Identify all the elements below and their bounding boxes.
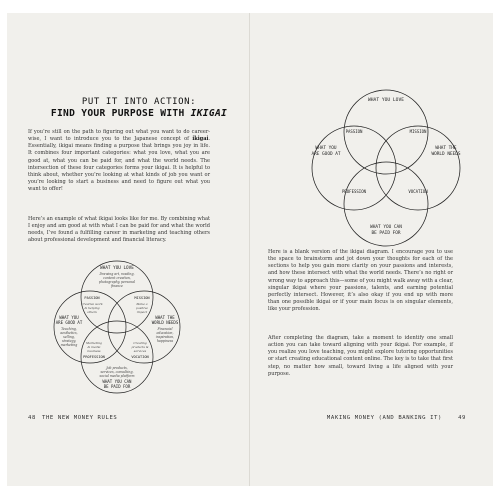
blank-circle-good-at <box>312 126 396 210</box>
passion-detail-2: & helping <box>84 306 100 310</box>
vocation-detail-1: Creating <box>133 341 147 345</box>
intro-term: ikigai <box>192 136 209 143</box>
love-title: WHAT YOU LOVE <box>100 266 134 271</box>
world-detail-3: inspiration, <box>155 335 175 339</box>
good-detail-5: marketing <box>60 343 78 347</box>
passion-detail-1: Creative work <box>81 302 103 306</box>
world-detail-2: education, <box>156 331 174 335</box>
mission-detail-2: positive <box>136 306 148 310</box>
example-paragraph: Here’s an example of what ikigai looks like for me. By combining what I enjoy and am good at with what I can be paid for and what the world needs, I’ve found a fulfilling career in marketing and teaching others about professional development and financial literacy. <box>28 216 210 244</box>
profession-label: PROFESSION <box>83 355 105 359</box>
intro-text-a: If you’re still on the path to figuring out what you want to do career-wise, I want to introduce you to the Japanese concept of <box>28 129 210 143</box>
world-detail-4: happiness <box>156 339 174 343</box>
vocation-label: VOCATION <box>131 355 149 359</box>
good-title-1: WHAT YOU <box>59 315 79 320</box>
ikigai-blank-diagram <box>306 86 466 254</box>
love-detail-2: content creation, <box>103 276 131 280</box>
right-page-number: 49 <box>458 415 466 421</box>
section-subheading <box>28 108 250 119</box>
love-detail-4: finance <box>111 284 123 288</box>
blank-profession-label: PROFESSION <box>341 189 367 194</box>
action-paragraph: After completing the diagram, take a moment to identify one small action you can take toward aligning with your ikigai. For example, if you realize you love teaching, you might explore tutoring opportunities or start creating educational content online. The key is to take that first step, no matter how small, toward living a life aligned with your purpose. <box>268 335 453 377</box>
intro-paragraph <box>28 129 210 193</box>
intro-text-b: . Essentially, ikigai means finding a purpose that brings you joy in life. It combines four important categories: what you love, what you are good at, what you can be paid for, and what the world needs. The intersection of these four categories forms your ikigai. It is helpful to think about, whether you’re looking at what kinds of job you want or you’re looking to start a business and need to figure out what you want to offer! <box>28 136 210 193</box>
good-detail-3: selling, <box>63 335 75 339</box>
world-title-1: WHAT THE <box>155 315 175 320</box>
vocation-detail-2: products & <box>131 345 149 349</box>
love-detail-1: Drawing art, reading, <box>99 272 135 276</box>
mission-label: MISSION <box>134 296 150 300</box>
profession-detail-3: business <box>87 349 101 353</box>
profession-detail-1: Marketing <box>86 341 102 345</box>
blank-mission-label: MISSION <box>409 129 427 134</box>
blank-paid-title-2: BE PAID FOR <box>371 231 401 236</box>
good-title-2: ARE GOOD AT <box>55 320 83 325</box>
vocation-detail-3: services <box>133 349 147 353</box>
blank-good-title-1: WHAT YOU <box>315 146 337 151</box>
blank-world-title-2: WORLD NEEDS <box>431 152 461 157</box>
ikigai-example-diagram <box>52 259 182 397</box>
passion-detail-3: others <box>87 310 97 314</box>
paid-detail-3: social media platform <box>99 374 135 378</box>
blank-paid-title-1: WHAT YOU CAN <box>370 225 402 230</box>
paid-title-2: BE PAID FOR <box>103 384 131 389</box>
subheading-emphasis: IKIGAI <box>190 108 228 119</box>
left-page-number: 48 <box>28 415 36 421</box>
passion-label: PASSION <box>84 296 100 300</box>
book-gutter <box>249 13 250 486</box>
blank-diagram-paragraph: Here is a blank version of the ikigai diagram. I encourage you to use the space to brainstorm and jot down your thoughts for each of the sections to help you gain more clarity on your passions and interests, and how these intersect with what the world needs. There’s no right or wrong way to approach this—some of you might walk away with a clear, singular ikigai where your passions, talents, and earning potential perfectly intersect. However, it’s also okay if you end up with more than one possible ikigai or if your main focus is on singular elements, like your profession. <box>268 249 453 313</box>
subheading-text: FIND YOUR PURPOSE WITH <box>50 108 191 119</box>
blank-vocation-label: VOCATION <box>408 189 428 194</box>
paid-title-1: WHAT YOU CAN <box>102 379 132 384</box>
world-title-2: WORLD NEEDS <box>151 320 179 325</box>
mission-detail-3: impact <box>136 310 148 314</box>
paid-detail-2: services, consulting, <box>100 370 134 374</box>
good-detail-4: strategy, <box>62 339 76 343</box>
blank-circle-world-needs <box>376 126 460 210</box>
profession-detail-2: & media <box>87 345 101 349</box>
good-detail-2: aesthetics, <box>60 331 78 335</box>
good-detail-1: Teaching, <box>61 327 77 331</box>
section-heading: PUT IT INTO ACTION: <box>81 97 197 107</box>
blank-love-title: WHAT YOU LOVE <box>368 98 404 103</box>
love-detail-3: photography, personal <box>98 280 136 284</box>
blank-world-title-1: WHAT THE <box>435 146 457 151</box>
blank-passion-label: PASSION <box>345 129 363 134</box>
right-running-title: MAKING MONEY (AND BANKING IT) <box>326 415 442 421</box>
paid-detail-1: Job products, <box>106 366 128 370</box>
blank-good-title-2: ARE GOOD AT <box>311 152 341 157</box>
left-running-title: THE NEW MONEY RULES <box>42 415 118 421</box>
mission-detail-1: Make a <box>136 302 148 306</box>
world-detail-1: Financial <box>157 327 173 331</box>
